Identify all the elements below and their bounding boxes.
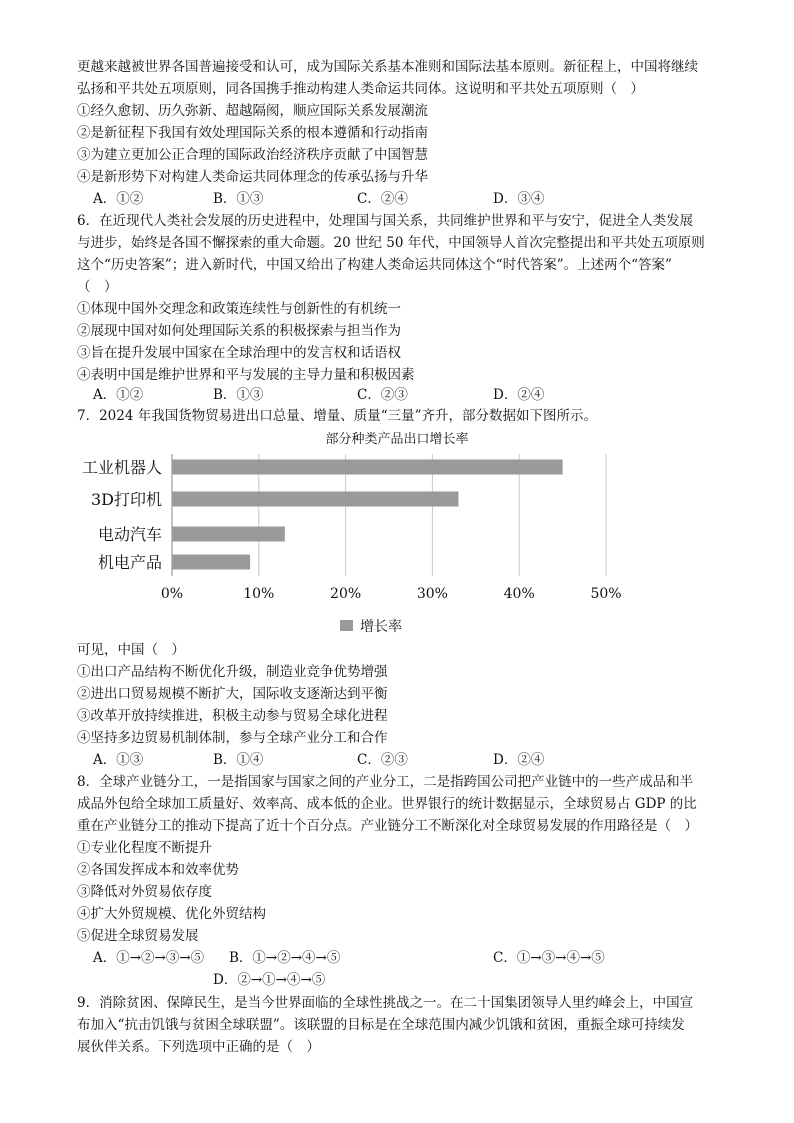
category-label: 工业机器人 (81, 458, 162, 477)
q6-item-1: ①体现中国外交理念和政策连续性与创新性的有机统一 (77, 301, 401, 317)
q7-item-2: ②进出口贸易规模不断扩大，国际收支逐渐达到平衡 (77, 686, 388, 702)
q5-line-2: 弘扬和平共处五项原则，同各国携手推动构建人类命运共同体。这说明和平共处五项原则（ ） (77, 81, 644, 97)
q6-line-2: 与进步，始终是各国不懈探索的重大命题。20 世纪 50 年代，中国领导人首次完整提出和平共处五项原则 (77, 235, 705, 251)
q8-options-row-1 (93, 948, 733, 970)
bar (172, 555, 250, 570)
q8-item-3: ③降低对外贸易依存度 (77, 884, 212, 900)
q5-item-3: ③为建立更加公正合理的国际政治经济秩序贡献了中国智慧 (77, 147, 428, 163)
x-tick-label: 40% (503, 586, 535, 602)
q6-line-1: 6．在近现代人类社会发展的历史进程中，处理国与国关系，共同维护世界和平与安宁，促进全人类发展 (77, 213, 694, 229)
q5-option-c[interactable]: C．②④ (357, 191, 408, 207)
x-tick-label: 30% (416, 586, 448, 602)
q9-line-2: 布加入“抗击饥饿与贫困全球联盟”。该联盟的目标是在全球范围内减少饥饿和贫困，重振全球可持续发 (77, 1017, 685, 1033)
chart-title: 部分种类产品出口增长率 (325, 432, 469, 447)
q5-option-a[interactable]: A．①② (93, 191, 144, 207)
q8-item-2: ②各国发挥成本和效率优势 (77, 862, 239, 878)
q6-item-2: ②展现中国对如何处理国际关系的积极探索与担当作为 (77, 323, 401, 339)
q7-item-3: ③改革开放持续推进，积极主动参与贸易全球化进程 (77, 708, 388, 724)
legend-label: 增长率 (360, 619, 402, 635)
q6-option-b[interactable]: B．①③ (213, 387, 264, 403)
q7-after: 可见，中国（ ） (77, 642, 185, 658)
q9-line-1: 9．消除贫困、保障民生，是当今世界面临的全球性挑战之一。在二十国集团领导人里约峰会上，中国宣 (77, 995, 694, 1011)
q6-item-4: ④表明中国是维护世界和平与发展的主导力量和积极因素 (77, 367, 415, 383)
category-label: 电动汽车 (97, 525, 162, 544)
q5-option-b[interactable]: B．①③ (213, 191, 264, 207)
q6-options (93, 385, 733, 407)
q9-line-3: 展伙伴关系。下列选项中正确的是（ ） (77, 1039, 320, 1055)
category-label: 3D打印机 (90, 490, 162, 509)
q7-item-4: ④坚持多边贸易机制体制，参与全球产业分工和合作 (77, 730, 388, 746)
bar (172, 527, 285, 542)
x-tick-label: 10% (243, 586, 275, 602)
q7-option-c[interactable]: C．②③ (357, 752, 408, 768)
x-tick-label: 20% (330, 586, 362, 602)
q6-item-3: ③旨在提升发展中国家在全球治理中的发言权和话语权 (77, 345, 401, 361)
q8-option-c[interactable]: C．①→③→④→⑤ (493, 950, 605, 966)
bar (172, 460, 563, 475)
q5-line-1: 更越来越被世界各国普遍接受和认可，成为国际关系基本准则和国际法基本原则。新征程上，中国将继续 (77, 59, 698, 75)
q7-options (93, 750, 733, 772)
q7-option-b[interactable]: B．①④ (213, 752, 264, 768)
q8-item-5: ⑤促进全球贸易发展 (77, 928, 199, 944)
q6-option-c[interactable]: C．②③ (357, 387, 408, 403)
q7-item-1: ①出口产品结构不断优化升级，制造业竞争优势增强 (77, 664, 388, 680)
q7-option-a[interactable]: A．①③ (93, 752, 144, 768)
q8-item-4: ④扩大外贸规模、优化外贸结构 (77, 906, 266, 922)
q7-option-d[interactable]: D．②④ (493, 752, 545, 768)
q8-option-a[interactable]: A．①→②→③→⑤ (93, 950, 205, 966)
q6-line-3: 这个“历史答案”；进入新时代，中国又给出了构建人类命运共同体这个“时代答案”。上述两个“答案” (77, 257, 672, 273)
q7-stem: 7．2024 年我国货物贸易进出口总量、增量、质量“三量”齐升，部分数据如下图所示。 (77, 408, 598, 424)
q8-line-2: 成品外包给全球加工质量好、效率高、成本低的企业。世界银行的统计数据显示，全球贸易占 GDP 的比 (77, 796, 697, 812)
x-tick-label: 50% (590, 586, 622, 602)
bar (172, 492, 458, 507)
q8-line-3: 重在产业链分工的推动下提高了近十个百分点。产业链分工不断深化对全球贸易发展的作用路径是（ ） (77, 818, 698, 834)
q6-line-4: （ ） (77, 279, 118, 295)
q5-item-4: ④是新形势下对构建人类命运共同体理念的传承弘扬与升华 (77, 169, 428, 185)
q8-item-1: ①专业化程度不断提升 (77, 840, 212, 856)
q5-item-1: ①经久愈韧、历久弥新、超越隔阂，顺应国际关系发展潮流 (77, 103, 428, 119)
q5-option-d[interactable]: D．③④ (493, 191, 545, 207)
x-tick-label: 0% (160, 586, 184, 602)
q5-item-2: ②是新征程下我国有效处理国际关系的根本遵循和行动指南 (77, 125, 428, 141)
export-growth-bar-chart (0, 448, 794, 668)
q6-option-a[interactable]: A．①② (93, 387, 144, 403)
category-label: 机电产品 (97, 553, 162, 572)
q8-options-row-2 (93, 970, 733, 992)
legend-swatch (340, 620, 353, 631)
q6-option-d[interactable]: D．②④ (493, 387, 545, 403)
q8-line-1: 8．全球产业链分工，一是指国家与国家之间的产业分工，二是指跨国公司把产业链中的一些产成品和半 (77, 774, 694, 790)
q5-options (93, 189, 733, 211)
q8-option-d[interactable]: D．②→①→④→⑤ (213, 972, 326, 988)
q8-option-b[interactable]: B．①→②→④→⑤ (229, 950, 341, 966)
